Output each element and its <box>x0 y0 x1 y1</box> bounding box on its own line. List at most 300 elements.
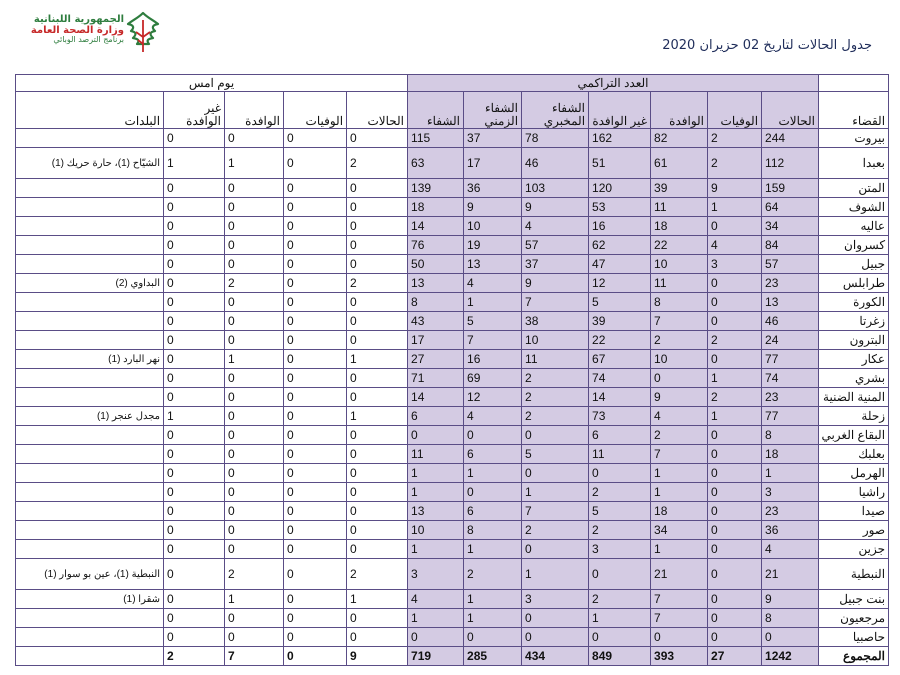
y-deaths-cell: 0 <box>284 236 347 255</box>
cum-local-cell: 6 <box>589 426 651 445</box>
y-local-cell: 0 <box>164 179 225 198</box>
y-local-cell: 0 <box>164 369 225 388</box>
cum-imported-cell: 0 <box>651 369 708 388</box>
y-cases-cell: 0 <box>347 521 408 540</box>
cum-lab-recovery-cell: 37 <box>522 255 589 274</box>
cum-time-recovery-cell: 37 <box>464 129 522 148</box>
y-imported-cell: 0 <box>225 445 284 464</box>
y-cases-cell: 0 <box>347 236 408 255</box>
y-imported-cell: 2 <box>225 559 284 590</box>
cum-recovered-cell: 76 <box>408 236 464 255</box>
towns-cell <box>16 217 164 236</box>
towns-cell <box>16 388 164 407</box>
y-imported-cell: 0 <box>225 217 284 236</box>
cum-recovered-cell: 0 <box>408 426 464 445</box>
y-local-cell: 0 <box>164 521 225 540</box>
cum-local-cell: 53 <box>589 198 651 217</box>
district-cell: كسروان <box>819 236 889 255</box>
cum-imported-cell: 39 <box>651 179 708 198</box>
cum-recovered-cell: 13 <box>408 274 464 293</box>
y-local-cell: 0 <box>164 609 225 628</box>
y-imported-cell: 0 <box>225 426 284 445</box>
district-cell: صيدا <box>819 502 889 521</box>
cum-lab-recovery-cell: 0 <box>522 464 589 483</box>
group-header-yesterday: يوم امس <box>16 75 408 92</box>
table-row <box>16 369 889 388</box>
ministry-logo <box>8 6 158 56</box>
cum-time-recovery-cell: 4 <box>464 274 522 293</box>
cum-cases-cell: 9 <box>762 590 819 609</box>
y-deaths-cell: 0 <box>284 274 347 293</box>
cum-recovered-cell: 10 <box>408 521 464 540</box>
cum-lab-recovery-cell: 0 <box>522 628 589 647</box>
cum-time-recovery-cell: 0 <box>464 426 522 445</box>
table-row <box>16 293 889 312</box>
y-local-cell: 0 <box>164 502 225 521</box>
table-row <box>16 217 889 236</box>
y-local-cell: 0 <box>164 198 225 217</box>
district-cell: البقاع الغربي <box>819 426 889 445</box>
cum-lab-recovery-cell: 1 <box>522 559 589 590</box>
cum-time-recovery-cell: 19 <box>464 236 522 255</box>
towns-cell <box>16 312 164 331</box>
cum-time-recovery-cell: 285 <box>464 647 522 666</box>
y-cases-cell: 0 <box>347 179 408 198</box>
cum-deaths-cell: 0 <box>708 217 762 236</box>
y-deaths-cell: 0 <box>284 445 347 464</box>
district-cell: النبطية <box>819 559 889 590</box>
towns-cell: شقرا (1) <box>16 590 164 609</box>
cum-deaths-cell: 2 <box>708 148 762 179</box>
logo-text <box>18 14 124 45</box>
table-row <box>16 255 889 274</box>
cum-time-recovery-cell: 12 <box>464 388 522 407</box>
towns-cell <box>16 129 164 148</box>
district-cell: بعلبك <box>819 445 889 464</box>
cum-recovered-cell: 1 <box>408 540 464 559</box>
header-cum-lab-recovery: الشفاء المخبري <box>522 92 589 129</box>
y-deaths-cell: 0 <box>284 521 347 540</box>
y-deaths-cell: 0 <box>284 483 347 502</box>
y-imported-cell: 0 <box>225 464 284 483</box>
cum-cases-cell: 23 <box>762 274 819 293</box>
district-cell: مرجعيون <box>819 609 889 628</box>
cum-recovered-cell: 17 <box>408 331 464 350</box>
y-cases-cell: 0 <box>347 388 408 407</box>
cum-time-recovery-cell: 1 <box>464 464 522 483</box>
cum-imported-cell: 9 <box>651 388 708 407</box>
y-cases-cell: 9 <box>347 647 408 666</box>
cum-cases-cell: 84 <box>762 236 819 255</box>
cum-deaths-cell: 9 <box>708 179 762 198</box>
cum-imported-cell: 7 <box>651 590 708 609</box>
towns-cell <box>16 464 164 483</box>
cum-imported-cell: 2 <box>651 331 708 350</box>
y-local-cell: 0 <box>164 331 225 350</box>
header-cum-time-recovery: الشفاء الزمني <box>464 92 522 129</box>
cum-local-cell: 73 <box>589 407 651 426</box>
cum-cases-cell: 18 <box>762 445 819 464</box>
y-cases-cell: 0 <box>347 293 408 312</box>
y-imported-cell: 0 <box>225 255 284 274</box>
towns-cell <box>16 445 164 464</box>
cum-imported-cell: 82 <box>651 129 708 148</box>
cum-recovered-cell: 3 <box>408 559 464 590</box>
y-cases-cell: 0 <box>347 464 408 483</box>
cum-lab-recovery-cell: 38 <box>522 312 589 331</box>
y-deaths-cell: 0 <box>284 312 347 331</box>
cum-lab-recovery-cell: 4 <box>522 217 589 236</box>
cum-local-cell: 39 <box>589 312 651 331</box>
cum-recovered-cell: 4 <box>408 590 464 609</box>
y-imported-cell: 0 <box>225 521 284 540</box>
y-cases-cell: 0 <box>347 331 408 350</box>
cum-lab-recovery-cell: 9 <box>522 274 589 293</box>
y-deaths-cell: 0 <box>284 255 347 274</box>
y-deaths-cell: 0 <box>284 198 347 217</box>
cum-time-recovery-cell: 69 <box>464 369 522 388</box>
cum-lab-recovery-cell: 2 <box>522 521 589 540</box>
header-y-local: غير الوافدة <box>164 92 225 129</box>
y-imported-cell: 0 <box>225 540 284 559</box>
towns-cell <box>16 647 164 666</box>
district-cell: عكار <box>819 350 889 369</box>
district-cell: المنية الضنية <box>819 388 889 407</box>
y-local-cell: 0 <box>164 312 225 331</box>
cum-recovered-cell: 8 <box>408 293 464 312</box>
cum-deaths-cell: 0 <box>708 445 762 464</box>
cum-imported-cell: 1 <box>651 540 708 559</box>
y-deaths-cell: 0 <box>284 426 347 445</box>
cum-cases-cell: 1 <box>762 464 819 483</box>
cum-local-cell: 5 <box>589 293 651 312</box>
cum-cases-cell: 64 <box>762 198 819 217</box>
cases-table <box>15 74 889 666</box>
cum-recovered-cell: 11 <box>408 445 464 464</box>
y-imported-cell: 0 <box>225 179 284 198</box>
y-cases-cell: 0 <box>347 217 408 236</box>
table-row <box>16 426 889 445</box>
district-cell: بعبدا <box>819 148 889 179</box>
cum-lab-recovery-cell: 57 <box>522 236 589 255</box>
district-cell: بنت جبيل <box>819 590 889 609</box>
district-cell: عاليه <box>819 217 889 236</box>
cum-time-recovery-cell: 1 <box>464 293 522 312</box>
district-cell: طرابلس <box>819 274 889 293</box>
y-local-cell: 0 <box>164 217 225 236</box>
cum-recovered-cell: 1 <box>408 609 464 628</box>
y-imported-cell: 0 <box>225 312 284 331</box>
cum-time-recovery-cell: 0 <box>464 628 522 647</box>
cum-recovered-cell: 0 <box>408 628 464 647</box>
cum-lab-recovery-cell: 5 <box>522 445 589 464</box>
towns-cell <box>16 293 164 312</box>
cum-lab-recovery-cell: 3 <box>522 590 589 609</box>
cum-cases-cell: 23 <box>762 502 819 521</box>
cum-time-recovery-cell: 1 <box>464 609 522 628</box>
header-towns: البلدات <box>16 92 164 129</box>
cum-cases-cell: 112 <box>762 148 819 179</box>
y-imported-cell: 0 <box>225 331 284 350</box>
header-cum-recovered: الشفاء <box>408 92 464 129</box>
cum-deaths-cell: 2 <box>708 388 762 407</box>
y-imported-cell: 0 <box>225 388 284 407</box>
cum-local-cell: 67 <box>589 350 651 369</box>
cum-deaths-cell: 0 <box>708 521 762 540</box>
table-row <box>16 312 889 331</box>
cum-local-cell: 849 <box>589 647 651 666</box>
cum-cases-cell: 57 <box>762 255 819 274</box>
logo-line-2: وزارة الصحة العامة <box>30 25 124 36</box>
cum-lab-recovery-cell: 2 <box>522 369 589 388</box>
cum-deaths-cell: 2 <box>708 331 762 350</box>
cum-local-cell: 11 <box>589 445 651 464</box>
cum-local-cell: 12 <box>589 274 651 293</box>
cum-imported-cell: 10 <box>651 255 708 274</box>
cum-imported-cell: 1 <box>651 483 708 502</box>
cum-local-cell: 3 <box>589 540 651 559</box>
y-local-cell: 0 <box>164 255 225 274</box>
cum-recovered-cell: 14 <box>408 388 464 407</box>
cum-deaths-cell: 4 <box>708 236 762 255</box>
y-cases-cell: 0 <box>347 540 408 559</box>
cum-local-cell: 0 <box>589 628 651 647</box>
cum-cases-cell: 46 <box>762 312 819 331</box>
cum-lab-recovery-cell: 2 <box>522 407 589 426</box>
y-cases-cell: 0 <box>347 369 408 388</box>
district-cell: راشيا <box>819 483 889 502</box>
cum-lab-recovery-cell: 9 <box>522 198 589 217</box>
cum-imported-cell: 11 <box>651 274 708 293</box>
table-row <box>16 148 889 179</box>
table-row <box>16 483 889 502</box>
cum-cases-cell: 77 <box>762 407 819 426</box>
y-imported-cell: 2 <box>225 274 284 293</box>
cum-imported-cell: 0 <box>651 628 708 647</box>
header-district: القضاء <box>819 92 889 129</box>
cum-recovered-cell: 13 <box>408 502 464 521</box>
y-local-cell: 0 <box>164 628 225 647</box>
y-cases-cell: 2 <box>347 274 408 293</box>
towns-cell: البداوي (2) <box>16 274 164 293</box>
cum-lab-recovery-cell: 78 <box>522 129 589 148</box>
y-deaths-cell: 0 <box>284 293 347 312</box>
cum-deaths-cell: 0 <box>708 502 762 521</box>
cum-deaths-cell: 2 <box>708 129 762 148</box>
towns-cell <box>16 609 164 628</box>
cum-deaths-cell: 0 <box>708 609 762 628</box>
cum-lab-recovery-cell: 0 <box>522 426 589 445</box>
y-local-cell: 1 <box>164 407 225 426</box>
cum-recovered-cell: 50 <box>408 255 464 274</box>
header-y-imported: الوافدة <box>225 92 284 129</box>
cum-lab-recovery-cell: 0 <box>522 540 589 559</box>
cum-cases-cell: 34 <box>762 217 819 236</box>
district-header-spacer <box>819 75 889 92</box>
y-deaths-cell: 0 <box>284 540 347 559</box>
cum-recovered-cell: 43 <box>408 312 464 331</box>
towns-cell <box>16 540 164 559</box>
cum-imported-cell: 7 <box>651 312 708 331</box>
cum-imported-cell: 7 <box>651 445 708 464</box>
y-imported-cell: 0 <box>225 609 284 628</box>
cum-imported-cell: 8 <box>651 293 708 312</box>
district-cell: المتن <box>819 179 889 198</box>
table-row <box>16 350 889 369</box>
header-cum-local: غير الوافدة <box>589 92 651 129</box>
y-local-cell: 0 <box>164 559 225 590</box>
y-cases-cell: 0 <box>347 502 408 521</box>
cum-deaths-cell: 0 <box>708 559 762 590</box>
cum-lab-recovery-cell: 1 <box>522 483 589 502</box>
y-cases-cell: 0 <box>347 483 408 502</box>
table-row <box>16 388 889 407</box>
cum-imported-cell: 61 <box>651 148 708 179</box>
table-row <box>16 609 889 628</box>
cum-time-recovery-cell: 1 <box>464 590 522 609</box>
towns-cell: الشيّاح (1)، حارة حريك (1) <box>16 148 164 179</box>
y-cases-cell: 0 <box>347 129 408 148</box>
y-deaths-cell: 0 <box>284 559 347 590</box>
y-local-cell: 0 <box>164 426 225 445</box>
cum-recovered-cell: 1 <box>408 483 464 502</box>
y-cases-cell: 0 <box>347 609 408 628</box>
towns-cell <box>16 236 164 255</box>
cum-deaths-cell: 0 <box>708 483 762 502</box>
cum-imported-cell: 18 <box>651 502 708 521</box>
y-cases-cell: 1 <box>347 590 408 609</box>
y-deaths-cell: 0 <box>284 129 347 148</box>
cum-imported-cell: 22 <box>651 236 708 255</box>
cum-local-cell: 62 <box>589 236 651 255</box>
cum-local-cell: 14 <box>589 388 651 407</box>
y-deaths-cell: 0 <box>284 369 347 388</box>
y-deaths-cell: 0 <box>284 647 347 666</box>
district-cell: الشوف <box>819 198 889 217</box>
page-title: جدول الحالات لتاريخ 02 حزيران 2020 <box>662 38 872 53</box>
table-row <box>16 179 889 198</box>
table-row <box>16 331 889 350</box>
cum-deaths-cell: 0 <box>708 274 762 293</box>
cum-local-cell: 1 <box>589 609 651 628</box>
cum-recovered-cell: 6 <box>408 407 464 426</box>
header-cum-deaths: الوفيات <box>708 92 762 129</box>
table-row <box>16 445 889 464</box>
cum-recovered-cell: 27 <box>408 350 464 369</box>
y-cases-cell: 0 <box>347 198 408 217</box>
y-local-cell: 0 <box>164 483 225 502</box>
cum-time-recovery-cell: 6 <box>464 502 522 521</box>
towns-cell <box>16 628 164 647</box>
cum-recovered-cell: 14 <box>408 217 464 236</box>
cum-recovered-cell: 1 <box>408 464 464 483</box>
total-label: المجموع <box>819 647 889 666</box>
cum-time-recovery-cell: 8 <box>464 521 522 540</box>
district-cell: جزين <box>819 540 889 559</box>
y-deaths-cell: 0 <box>284 148 347 179</box>
district-cell: صور <box>819 521 889 540</box>
y-local-cell: 0 <box>164 274 225 293</box>
cum-deaths-cell: 1 <box>708 369 762 388</box>
cum-time-recovery-cell: 13 <box>464 255 522 274</box>
cum-cases-cell: 23 <box>762 388 819 407</box>
y-local-cell: 0 <box>164 590 225 609</box>
cum-cases-cell: 13 <box>762 293 819 312</box>
cum-deaths-cell: 0 <box>708 350 762 369</box>
cum-deaths-cell: 0 <box>708 293 762 312</box>
cum-deaths-cell: 0 <box>708 312 762 331</box>
y-local-cell: 0 <box>164 129 225 148</box>
towns-cell: مجدل عنجر (1) <box>16 407 164 426</box>
y-local-cell: 0 <box>164 293 225 312</box>
cum-recovered-cell: 63 <box>408 148 464 179</box>
cum-imported-cell: 1 <box>651 464 708 483</box>
cum-imported-cell: 2 <box>651 426 708 445</box>
y-local-cell: 2 <box>164 647 225 666</box>
y-imported-cell: 0 <box>225 407 284 426</box>
cum-local-cell: 162 <box>589 129 651 148</box>
cum-local-cell: 51 <box>589 148 651 179</box>
cum-time-recovery-cell: 5 <box>464 312 522 331</box>
district-cell: الكورة <box>819 293 889 312</box>
y-cases-cell: 2 <box>347 148 408 179</box>
cum-lab-recovery-cell: 7 <box>522 293 589 312</box>
logo-line-1: الجمهورية اللبنانية <box>33 14 124 25</box>
y-imported-cell: 0 <box>225 369 284 388</box>
y-local-cell: 0 <box>164 350 225 369</box>
district-cell: جبيل <box>819 255 889 274</box>
towns-cell <box>16 502 164 521</box>
group-header-cumulative: العدد التراكمي <box>408 75 819 92</box>
cum-cases-cell: 21 <box>762 559 819 590</box>
y-cases-cell: 0 <box>347 628 408 647</box>
table-row <box>16 129 889 148</box>
cum-cases-cell: 3 <box>762 483 819 502</box>
cum-cases-cell: 244 <box>762 129 819 148</box>
y-local-cell: 1 <box>164 148 225 179</box>
cum-local-cell: 0 <box>589 559 651 590</box>
cum-lab-recovery-cell: 434 <box>522 647 589 666</box>
district-cell: البترون <box>819 331 889 350</box>
table-row <box>16 628 889 647</box>
cum-cases-cell: 1242 <box>762 647 819 666</box>
y-cases-cell: 0 <box>347 445 408 464</box>
towns-cell <box>16 521 164 540</box>
y-deaths-cell: 0 <box>284 590 347 609</box>
header-y-cases: الحالات <box>347 92 408 129</box>
y-deaths-cell: 0 <box>284 609 347 628</box>
cum-time-recovery-cell: 2 <box>464 559 522 590</box>
y-imported-cell: 0 <box>225 483 284 502</box>
towns-cell <box>16 198 164 217</box>
district-cell: زغرتا <box>819 312 889 331</box>
table-row <box>16 590 889 609</box>
y-cases-cell: 0 <box>347 312 408 331</box>
cum-local-cell: 0 <box>589 464 651 483</box>
cum-lab-recovery-cell: 103 <box>522 179 589 198</box>
cum-time-recovery-cell: 9 <box>464 198 522 217</box>
cum-deaths-cell: 27 <box>708 647 762 666</box>
y-deaths-cell: 0 <box>284 217 347 236</box>
district-cell: حاصبيا <box>819 628 889 647</box>
cum-lab-recovery-cell: 7 <box>522 502 589 521</box>
cum-recovered-cell: 719 <box>408 647 464 666</box>
cum-time-recovery-cell: 7 <box>464 331 522 350</box>
cum-local-cell: 5 <box>589 502 651 521</box>
cum-imported-cell: 11 <box>651 198 708 217</box>
y-cases-cell: 2 <box>347 559 408 590</box>
cum-deaths-cell: 0 <box>708 590 762 609</box>
